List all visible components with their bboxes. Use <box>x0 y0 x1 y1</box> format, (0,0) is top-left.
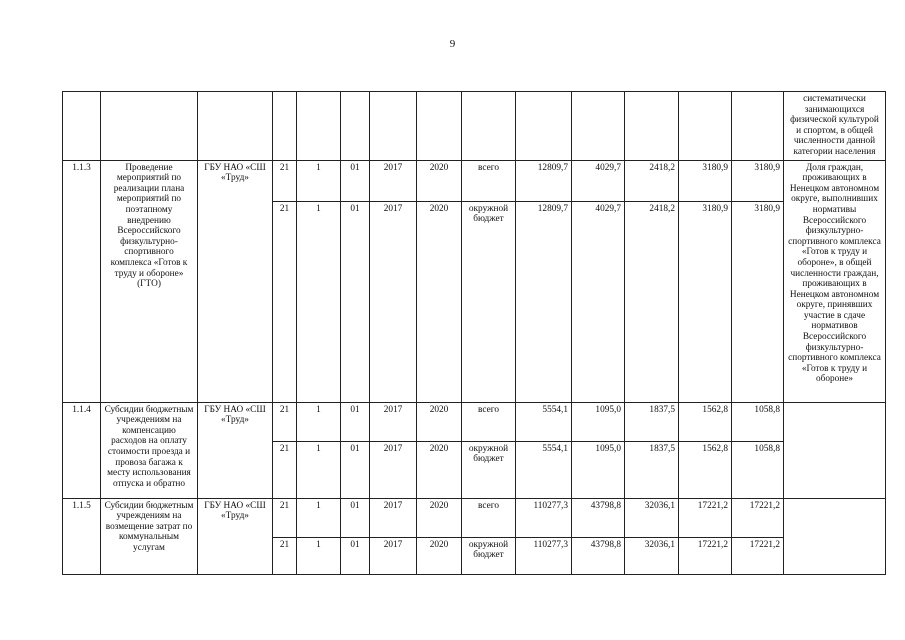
code-c: 01 <box>341 498 370 537</box>
total-amount: 12809,7 <box>516 160 572 201</box>
funding-source: всего <box>462 402 516 441</box>
code-b: 1 <box>297 160 341 201</box>
code-b: 1 <box>297 441 341 498</box>
measure-name: Проведение мероприятий по реализации плана мероприятий по поэтапному внедрению Всероссийского физкультурно-спортивного комплекса «Готов к труду и обороне» (ГТО) <box>101 160 198 402</box>
code-a: 21 <box>273 160 297 201</box>
end-year: 2020 <box>417 160 462 201</box>
measure-executor: ГБУ НАО «СШ «Труд» <box>198 498 273 574</box>
year1-amount: 1095,0 <box>572 441 625 498</box>
year1-amount: 43798,8 <box>572 498 625 537</box>
code-c: 01 <box>341 441 370 498</box>
measure-executor: ГБУ НАО «СШ «Труд» <box>198 402 273 498</box>
funding-source: окружной бюджет <box>462 537 516 574</box>
code-a: 21 <box>273 402 297 441</box>
year4-amount: 1058,8 <box>732 441 784 498</box>
funding-source: всего <box>462 160 516 201</box>
start-year: 2017 <box>370 498 417 537</box>
year2-amount: 1837,5 <box>625 402 679 441</box>
end-year: 2020 <box>417 498 462 537</box>
table-row <box>63 498 886 537</box>
year1-amount: 1095,0 <box>572 402 625 441</box>
start-year: 2017 <box>370 160 417 201</box>
funding-source: всего <box>462 498 516 537</box>
code-c: 01 <box>341 160 370 201</box>
code-c: 01 <box>341 537 370 574</box>
code-a: 21 <box>273 498 297 537</box>
table-row <box>63 160 886 201</box>
code-b: 1 <box>297 402 341 441</box>
year3-amount: 17221,2 <box>679 498 732 537</box>
year2-amount: 32036,1 <box>625 498 679 537</box>
table-row <box>63 402 886 441</box>
measure-number: 1.1.4 <box>63 402 101 498</box>
year4-amount: 3180,9 <box>732 160 784 201</box>
total-amount: 5554,1 <box>516 402 572 441</box>
funding-source: окружной бюджет <box>462 441 516 498</box>
page-number: 9 <box>449 38 456 50</box>
measure-executor: ГБУ НАО «СШ «Труд» <box>198 160 273 402</box>
code-c: 01 <box>341 201 370 402</box>
year1-amount: 43798,8 <box>572 537 625 574</box>
start-year: 2017 <box>370 537 417 574</box>
measure-number: 1.1.3 <box>63 160 101 402</box>
program-measures-table <box>62 91 886 575</box>
indicator-cell: Доля граждан, проживающих в Ненецком автономном округе, выполнивших нормативы Всероссийского физкультурно-спортивного комплекса «Готов к труду и обороне», в общей численности граждан, проживающих в Ненецком автономном округе, принявших участие в сдаче нормативов Всероссийского физкультурно-спортивного комплекса «Готов к труду и обороне» <box>784 160 886 402</box>
measure-name: Субсидии бюджетным учреждениям на компенсацию расходов на оплату стоимости проезда и провоза багажа к месту использования отпуска и обратно <box>101 402 198 498</box>
measure-number: 1.1.5 <box>63 498 101 574</box>
code-a: 21 <box>273 201 297 402</box>
end-year: 2020 <box>417 402 462 441</box>
measure-name: Субсидии бюджетным учреждениям на возмещение затрат по коммунальным услугам <box>101 498 198 574</box>
year3-amount: 1562,8 <box>679 402 732 441</box>
indicator-cell <box>784 498 886 574</box>
year3-amount: 17221,2 <box>679 537 732 574</box>
year3-amount: 3180,9 <box>679 160 732 201</box>
year4-amount: 3180,9 <box>732 201 784 402</box>
table-row-continuation <box>63 92 886 161</box>
year1-amount: 4029,7 <box>572 201 625 402</box>
end-year: 2020 <box>417 201 462 402</box>
end-year: 2020 <box>417 537 462 574</box>
total-amount: 5554,1 <box>516 441 572 498</box>
start-year: 2017 <box>370 201 417 402</box>
code-b: 1 <box>297 498 341 537</box>
code-a: 21 <box>273 441 297 498</box>
year4-amount: 17221,2 <box>732 498 784 537</box>
end-year: 2020 <box>417 441 462 498</box>
total-amount: 110277,3 <box>516 537 572 574</box>
start-year: 2017 <box>370 441 417 498</box>
year4-amount: 1058,8 <box>732 402 784 441</box>
year3-amount: 1562,8 <box>679 441 732 498</box>
year2-amount: 32036,1 <box>625 537 679 574</box>
year2-amount: 2418,2 <box>625 201 679 402</box>
indicator-cell-continued: систематически занимающихся физической культурой и спортом, в общей численности данной категории населения <box>784 92 886 161</box>
indicator-cell <box>784 402 886 498</box>
year2-amount: 1837,5 <box>625 441 679 498</box>
year2-amount: 2418,2 <box>625 160 679 201</box>
funding-source: окружной бюджет <box>462 201 516 402</box>
year4-amount: 17221,2 <box>732 537 784 574</box>
code-b: 1 <box>297 537 341 574</box>
code-a: 21 <box>273 537 297 574</box>
code-b: 1 <box>297 201 341 402</box>
total-amount: 12809,7 <box>516 201 572 402</box>
total-amount: 110277,3 <box>516 498 572 537</box>
start-year: 2017 <box>370 402 417 441</box>
year3-amount: 3180,9 <box>679 201 732 402</box>
code-c: 01 <box>341 402 370 441</box>
year1-amount: 4029,7 <box>572 160 625 201</box>
